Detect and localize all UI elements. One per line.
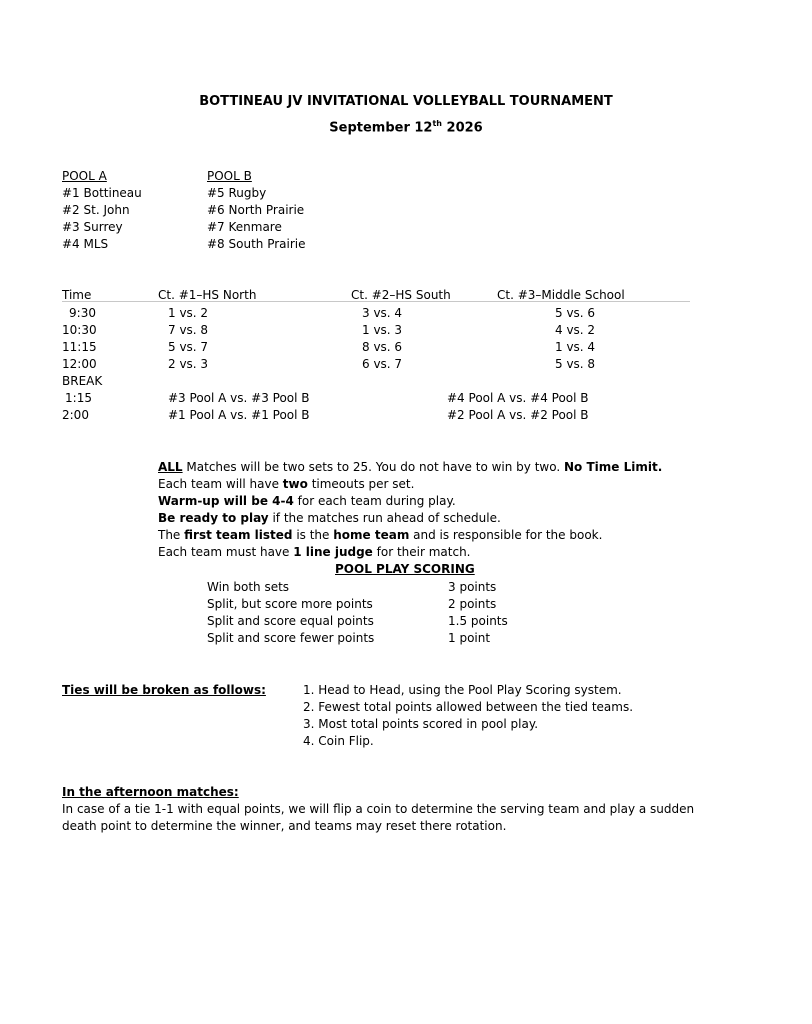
pool-b-team: #7 Kenmare [207,220,282,234]
rule-emphasis: two [282,477,308,491]
scoring-label: Split and score equal points [207,614,374,628]
rule-line [158,459,662,475]
rule-text: Matches will be two sets to 25. You do not have to win by two. [182,460,564,474]
schedule-header-court-1: Ct. #1–HS North [158,288,257,302]
pool-b-team: #6 North Prairie [207,203,305,217]
scoring-label: Split and score fewer points [207,631,375,645]
tie-breaker-item: 2. Fewest total points allowed between the tied teams. [303,700,634,714]
schedule-time: 1:15 [65,391,92,405]
tie-breaker-item: 1. Head to Head, using the Pool Play Scoring system. [303,683,622,697]
rule-line [158,476,414,492]
schedule-time: 2:00 [62,408,89,422]
schedule-match-court-1: 2 vs. 3 [168,357,209,371]
rule-text: The [158,528,185,542]
schedule-match-court-3: 1 vs. 4 [555,340,596,354]
scoring-label: Split, but score more points [207,597,373,611]
schedule-time: 12:00 [62,357,97,371]
schedule-time: 9:30 [69,306,96,320]
schedule-match-court-3: 4 vs. 2 [555,323,596,337]
ties-label: Ties will be broken as follows: [62,683,266,697]
date-prefix: September 12 [329,120,433,136]
schedule-time: 11:15 [62,340,97,354]
rule-line [158,493,456,509]
pool-a-team: #3 Surrey [62,220,123,234]
rule-emphasis: No Time Limit. [564,460,663,474]
rule-emphasis: ALL [158,460,183,474]
afternoon-note-text: death point to determine the winner, and teams may reset there rotation. [62,819,507,833]
scoring-label: Win both sets [207,580,290,594]
schedule-match-court-2: 8 vs. 6 [362,340,403,354]
schedule-match-court-3: 5 vs. 6 [555,306,596,320]
pool-b-team: #8 South Prairie [207,237,306,251]
pool-a-team: #2 St. John [62,203,130,217]
schedule-afternoon-match: #1 Pool A vs. #1 Pool B [168,408,310,422]
schedule-break-label: BREAK [62,374,103,388]
rule-text: timeouts per set. [307,477,415,491]
pool-a-team: #4 MLS [62,237,109,251]
document-date [0,116,812,136]
rule-line [158,510,501,526]
rule-text: for each team during play. [293,494,456,508]
schedule-afternoon-match: #2 Pool A vs. #2 Pool B [447,408,589,422]
schedule-match-court-2: 1 vs. 3 [362,323,403,337]
schedule-match-court-2: 3 vs. 4 [362,306,403,320]
schedule-afternoon-match: #4 Pool A vs. #4 Pool B [447,391,589,405]
rule-emphasis: home team [333,528,410,542]
rule-text: if the matches run ahead of schedule. [268,511,501,525]
rule-text: Each team must have [158,545,294,559]
afternoon-heading: In the afternoon matches: [62,785,239,799]
pool-a-label: POOL A [62,169,107,183]
schedule-match-court-1: 7 vs. 8 [168,323,209,337]
afternoon-note-text: In case of a tie 1-1 with equal points, we will flip a coin to determine the serving team and play a sudden [62,802,695,816]
schedule-match-court-1: 5 vs. 7 [168,340,209,354]
schedule-time: 10:30 [62,323,97,337]
rule-emphasis: Warm-up will be 4-4 [158,494,294,508]
rule-text: for their match. [372,545,471,559]
schedule-header-court-3: Ct. #3–Middle School [497,288,625,302]
schedule-header-rule [62,301,690,302]
scoring-points: 1.5 points [448,614,508,628]
schedule-header-time: Time [62,288,92,302]
pool-b-label: POOL B [207,169,252,183]
schedule-afternoon-match: #3 Pool A vs. #3 Pool B [168,391,310,405]
scoring-points: 1 point [448,631,491,645]
schedule-match-court-2: 6 vs. 7 [362,357,403,371]
tie-breaker-item: 4. Coin Flip. [303,734,374,748]
rule-line [158,544,471,560]
rule-text: Each team will have [158,477,283,491]
scoring-points: 2 points [448,597,497,611]
tie-breaker-item: 3. Most total points scored in pool play. [303,717,539,731]
schedule-header-court-2: Ct. #2–HS South [351,288,451,302]
rule-text: and is responsible for the book. [409,528,603,542]
scoring-title: POOL PLAY SCORING [335,562,475,576]
scoring-points: 3 points [448,580,497,594]
rule-text: is the [292,528,334,542]
rule-emphasis: 1 line judge [293,545,373,559]
date-suffix: 2026 [442,120,483,136]
pool-a-team: #1 Bottineau [62,186,142,200]
schedule-match-court-3: 5 vs. 8 [555,357,596,371]
rule-emphasis: Be ready to play [158,511,269,525]
rule-emphasis: first team listed [184,528,293,542]
pool-b-team: #5 Rugby [207,186,267,200]
document-title: BOTTINEAU JV INVITATIONAL VOLLEYBALL TOURNAMENT [199,94,613,109]
schedule-match-court-1: 1 vs. 2 [168,306,209,320]
date-superscript: th [432,119,443,128]
rule-line [158,527,602,543]
